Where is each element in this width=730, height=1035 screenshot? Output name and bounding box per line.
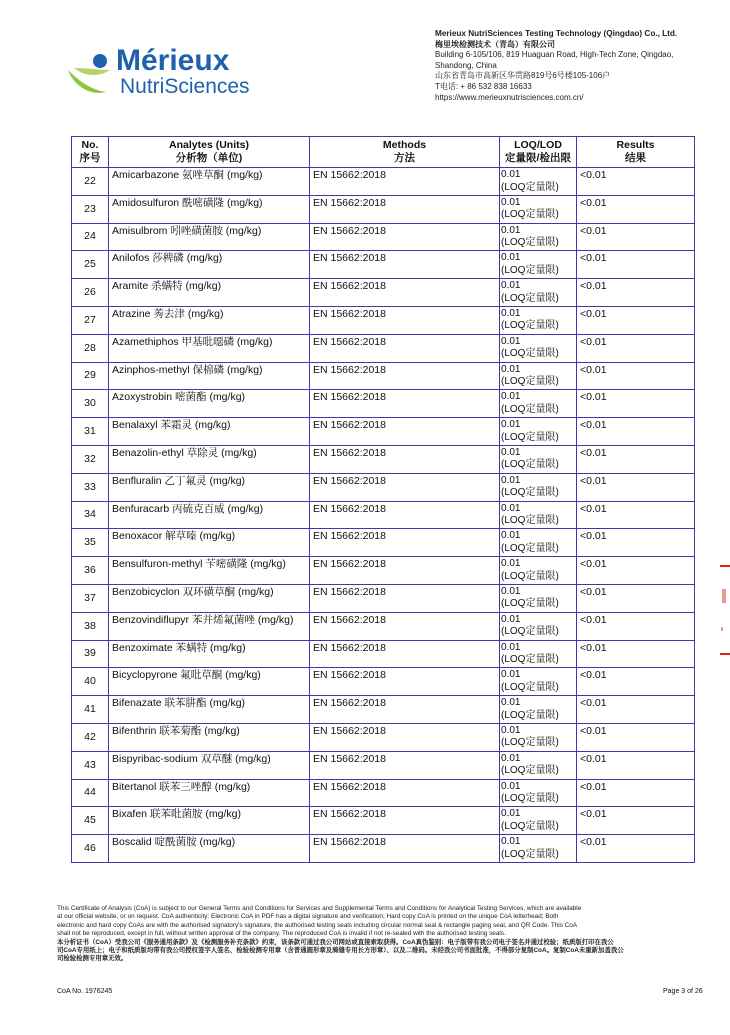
- row-number: 27: [72, 306, 109, 334]
- table-body: [72, 168, 695, 863]
- analyte-cell: Amicarbazone 氨唑草酮 (mg/kg): [109, 168, 310, 196]
- method-cell: EN 15662:2018: [310, 751, 500, 779]
- row-number: 43: [72, 751, 109, 779]
- row-number: 28: [72, 334, 109, 362]
- analyte-cell: Amisulbrom 吲唑磺菌胺 (mg/kg): [109, 223, 310, 251]
- header-result-en: Results: [616, 139, 655, 151]
- terms-cn-line2: 司CoA专用纸上；电子和纸质版均带有我公司授权签字人签名、检验检测专用章（含普通圆形章及骑缝专用长方形章）、以及二维码。未经我公司书面批准，不得部分复制CoA。复制CoA未重新加盖我公: [57, 947, 624, 955]
- row-number: 32: [72, 445, 109, 473]
- analyte-cell: Benoxacor 解草嗪 (mg/kg): [109, 529, 310, 557]
- result-cell: <0.01: [577, 668, 695, 696]
- loq-label: (LOQ定量限): [501, 515, 559, 527]
- header-loq-en: LOQ/LOD: [514, 139, 562, 151]
- loq-value: 0.01: [501, 335, 521, 347]
- company-website[interactable]: https://www.merieuxnutrisciences.com.cn/: [435, 92, 584, 102]
- result-cell: <0.01: [577, 584, 695, 612]
- loq-cell: [500, 306, 577, 334]
- loq-value: 0.01: [501, 530, 521, 542]
- header-analyte-en: Analytes (Units): [169, 139, 249, 151]
- loq-cell: [500, 279, 577, 307]
- loq-value: 0.01: [501, 502, 521, 514]
- loq-label: (LOQ定量限): [501, 209, 559, 221]
- table-row: [72, 723, 695, 751]
- result-cell: <0.01: [577, 445, 695, 473]
- loq-cell: [500, 668, 577, 696]
- company-name-cn: 梅里埃检测技术（青岛）有限公司: [435, 39, 555, 49]
- row-number: 40: [72, 668, 109, 696]
- result-cell: <0.01: [577, 696, 695, 724]
- table-row: [72, 835, 695, 863]
- analyte-cell: Azamethiphos 甲基吡噁磷 (mg/kg): [109, 334, 310, 362]
- loq-label: (LOQ定量限): [501, 848, 559, 860]
- analyte-cell: Benzobicyclon 双环磺草酮 (mg/kg): [109, 584, 310, 612]
- row-number: 31: [72, 418, 109, 446]
- loq-value: 0.01: [501, 585, 521, 597]
- loq-cell: [500, 223, 577, 251]
- result-cell: <0.01: [577, 501, 695, 529]
- loq-value: 0.01: [501, 419, 521, 431]
- result-cell: <0.01: [577, 168, 695, 196]
- loq-value: 0.01: [501, 446, 521, 458]
- result-cell: <0.01: [577, 529, 695, 557]
- loq-label: (LOQ定量限): [501, 459, 559, 471]
- analyte-cell: Benzovindiflupyr 苯并烯氟菌唑 (mg/kg): [109, 612, 310, 640]
- seal-dot-fragment: [721, 627, 723, 631]
- result-cell: <0.01: [577, 612, 695, 640]
- header-method-cn: 方法: [394, 152, 415, 164]
- loq-value: 0.01: [501, 224, 521, 236]
- table-row: [72, 557, 695, 585]
- row-number: 29: [72, 362, 109, 390]
- method-cell: EN 15662:2018: [310, 557, 500, 585]
- table-row: [72, 473, 695, 501]
- row-number: 37: [72, 584, 109, 612]
- loq-value: 0.01: [501, 363, 521, 375]
- coa-number: CoA No. 1976245: [57, 988, 113, 995]
- result-cell: <0.01: [577, 334, 695, 362]
- result-cell: <0.01: [577, 557, 695, 585]
- analyte-cell: Benzoximate 苯螨特 (mg/kg): [109, 640, 310, 668]
- loq-cell: [500, 362, 577, 390]
- result-cell: <0.01: [577, 306, 695, 334]
- company-address-line1: Building 6-105/106, 819 Huaguan Road, High-Tech Zone, Qingdao,: [435, 50, 674, 60]
- header-no-cn: 序号: [79, 152, 101, 164]
- analyte-cell: Bifenthrin 联苯菊酯 (mg/kg): [109, 723, 310, 751]
- analyte-cell: Benfuracarb 丙硫克百威 (mg/kg): [109, 501, 310, 529]
- loq-label: (LOQ定量限): [501, 570, 559, 582]
- method-cell: EN 15662:2018: [310, 168, 500, 196]
- method-cell: EN 15662:2018: [310, 418, 500, 446]
- row-number: 22: [72, 168, 109, 196]
- table-row: [72, 418, 695, 446]
- merieux-logo: [66, 40, 266, 110]
- method-cell: EN 15662:2018: [310, 723, 500, 751]
- loq-label: (LOQ定量限): [501, 487, 559, 499]
- header-loq: [500, 137, 577, 168]
- loq-label: (LOQ定量限): [501, 181, 559, 193]
- loq-value: 0.01: [501, 669, 521, 681]
- table-row: [72, 334, 695, 362]
- analyte-cell: Azoxystrobin 嘧菌酯 (mg/kg): [109, 390, 310, 418]
- analyte-cell: Bitertanol 联苯三唑醇 (mg/kg): [109, 779, 310, 807]
- analyte-cell: Azinphos-methyl 保棉磷 (mg/kg): [109, 362, 310, 390]
- method-cell: EN 15662:2018: [310, 251, 500, 279]
- row-number: 24: [72, 223, 109, 251]
- loq-label: (LOQ定量限): [501, 403, 559, 415]
- loq-label: (LOQ定量限): [501, 793, 559, 805]
- result-cell: <0.01: [577, 390, 695, 418]
- loq-cell: [500, 168, 577, 196]
- loq-value: 0.01: [501, 280, 521, 292]
- header-method: [310, 137, 500, 168]
- loq-cell: [500, 557, 577, 585]
- method-cell: EN 15662:2018: [310, 835, 500, 863]
- method-cell: EN 15662:2018: [310, 445, 500, 473]
- table-row: [72, 529, 695, 557]
- loq-value: 0.01: [501, 474, 521, 486]
- loq-cell: [500, 612, 577, 640]
- loq-cell: [500, 529, 577, 557]
- header-no-en: No.: [81, 139, 99, 151]
- loq-value: 0.01: [501, 196, 521, 208]
- table-row: [72, 779, 695, 807]
- analyte-cell: Bicyclopyrone 氟吡草酮 (mg/kg): [109, 668, 310, 696]
- loq-cell: [500, 334, 577, 362]
- result-cell: <0.01: [577, 779, 695, 807]
- loq-value: 0.01: [501, 307, 521, 319]
- method-cell: EN 15662:2018: [310, 473, 500, 501]
- loq-value: 0.01: [501, 558, 521, 570]
- row-number: 42: [72, 723, 109, 751]
- method-cell: EN 15662:2018: [310, 362, 500, 390]
- seal-fragment-graphic: [718, 565, 730, 660]
- table-row: [72, 306, 695, 334]
- logo-word-merieux: Mérieux: [116, 44, 230, 77]
- loq-cell: [500, 390, 577, 418]
- header-no: [72, 137, 109, 168]
- analyte-cell: Bixafen 联苯吡菌胺 (mg/kg): [109, 807, 310, 835]
- terms-en-line1: This Certificate of Analysis (CoA) is subject to our General Terms and Conditions for Services and Supplemental Terms and Conditions for Analytical Testing Services, which are available: [57, 905, 582, 912]
- header-result: [577, 137, 695, 168]
- method-cell: EN 15662:2018: [310, 306, 500, 334]
- table-row: [72, 696, 695, 724]
- loq-cell: [500, 473, 577, 501]
- loq-cell: [500, 835, 577, 863]
- method-cell: EN 15662:2018: [310, 529, 500, 557]
- analytes-table: [71, 136, 695, 863]
- result-cell: <0.01: [577, 807, 695, 835]
- result-cell: <0.01: [577, 751, 695, 779]
- header-method-en: Methods: [382, 139, 427, 151]
- loq-label: (LOQ定量限): [501, 431, 559, 443]
- header-loq-cn: 定量限/检出限: [505, 152, 571, 164]
- company-name-en: Merieux NutriSciences Testing Technology (Qingdao) Co., Ltd.: [435, 29, 678, 38]
- terms-en-line4: shall not be reproduced, except in full, without written approval of the company. The reproduced CoA is invalid if not re-sealed with the authorised testing seals.: [57, 930, 506, 938]
- loq-cell: [500, 751, 577, 779]
- header-analyte-cn: 分析物（单位): [175, 152, 243, 164]
- row-number: 23: [72, 195, 109, 223]
- loq-cell: [500, 807, 577, 835]
- loq-cell: [500, 445, 577, 473]
- method-cell: EN 15662:2018: [310, 195, 500, 223]
- company-address-cn: 山东省青岛市高新区华贯路819号6号楼105-106户: [435, 71, 611, 81]
- loq-value: 0.01: [501, 780, 521, 792]
- table-row: [72, 584, 695, 612]
- result-cell: <0.01: [577, 723, 695, 751]
- table-row: [72, 279, 695, 307]
- loq-label: (LOQ定量限): [501, 626, 559, 638]
- row-number: 46: [72, 835, 109, 863]
- table-row: [72, 445, 695, 473]
- loq-label: (LOQ定量限): [501, 598, 559, 610]
- table-row: [72, 668, 695, 696]
- table-row: [72, 223, 695, 251]
- loq-cell: [500, 779, 577, 807]
- loq-label: (LOQ定量限): [501, 320, 559, 332]
- method-cell: EN 15662:2018: [310, 668, 500, 696]
- row-number: 33: [72, 473, 109, 501]
- result-cell: <0.01: [577, 362, 695, 390]
- method-cell: EN 15662:2018: [310, 279, 500, 307]
- table-header-row: [72, 137, 695, 168]
- method-cell: EN 15662:2018: [310, 696, 500, 724]
- result-cell: <0.01: [577, 835, 695, 863]
- method-cell: EN 15662:2018: [310, 807, 500, 835]
- table-row: [72, 501, 695, 529]
- company-info: [435, 29, 725, 103]
- loq-label: (LOQ定量限): [501, 765, 559, 777]
- analyte-cell: Aramite 杀螨特 (mg/kg): [109, 279, 310, 307]
- result-cell: <0.01: [577, 418, 695, 446]
- paging-seal-fragment: [718, 565, 730, 660]
- analyte-cell: Bispyribac-sodium 双草醚 (mg/kg): [109, 751, 310, 779]
- analyte-cell: Atrazine 莠去津 (mg/kg): [109, 306, 310, 334]
- seal-top-edge: [720, 565, 730, 567]
- loq-label: (LOQ定量限): [501, 709, 559, 721]
- loq-label: (LOQ定量限): [501, 737, 559, 749]
- row-number: 45: [72, 807, 109, 835]
- row-number: 39: [72, 640, 109, 668]
- loq-cell: [500, 418, 577, 446]
- loq-label: (LOQ定量限): [501, 237, 559, 249]
- method-cell: EN 15662:2018: [310, 779, 500, 807]
- table-row: [72, 251, 695, 279]
- terms-cn-line1: 本分析证书（CoA）受我公司《服务通用条款》及《检测服务补充条款》约束，该条款可通过我公司网站或直接索取获得。CoA真伪鉴别：电子版带有我公司电子签名并通过校验；纸质版打印在我公: [57, 938, 614, 946]
- loq-label: (LOQ定量限): [501, 681, 559, 693]
- loq-label: (LOQ定量限): [501, 264, 559, 276]
- terms-en-line3: electronic and hard copy CoAs are with the authorised signatory's signature, the authorised testing seals including circular normal seal & rectangle paging seal, and QR Code. This CoA: [57, 921, 578, 929]
- analyte-cell: Boscalid 啶酰菌胺 (mg/kg): [109, 835, 310, 863]
- loq-cell: [500, 640, 577, 668]
- result-cell: <0.01: [577, 640, 695, 668]
- result-cell: <0.01: [577, 223, 695, 251]
- method-cell: EN 15662:2018: [310, 223, 500, 251]
- logo-graphic: [66, 40, 266, 110]
- loq-label: (LOQ定量限): [501, 542, 559, 554]
- logo-leaf-light-icon: [74, 68, 110, 75]
- row-number: 30: [72, 390, 109, 418]
- company-address-line2: Shandong, China: [435, 60, 497, 70]
- row-number: 44: [72, 779, 109, 807]
- result-cell: <0.01: [577, 279, 695, 307]
- analyte-cell: Bensulfuron-methyl 苄嘧磺隆 (mg/kg): [109, 557, 310, 585]
- loq-label: (LOQ定量限): [501, 292, 559, 304]
- method-cell: EN 15662:2018: [310, 612, 500, 640]
- loq-label: (LOQ定量限): [501, 654, 559, 666]
- row-number: 41: [72, 696, 109, 724]
- method-cell: EN 15662:2018: [310, 584, 500, 612]
- row-number: 35: [72, 529, 109, 557]
- logo-dot-icon: [93, 54, 107, 68]
- loq-value: 0.01: [501, 697, 521, 709]
- analyte-cell: Benazolin-ethyl 草除灵 (mg/kg): [109, 445, 310, 473]
- terms-notice: [57, 905, 717, 964]
- loq-cell: [500, 723, 577, 751]
- method-cell: EN 15662:2018: [310, 334, 500, 362]
- loq-value: 0.01: [501, 724, 521, 736]
- header-result-cn: 结果: [625, 152, 646, 164]
- logo-word-nutrisciences: NutriSciences: [120, 75, 250, 98]
- row-number: 25: [72, 251, 109, 279]
- loq-value: 0.01: [501, 752, 521, 764]
- table-row: [72, 390, 695, 418]
- result-cell: <0.01: [577, 251, 695, 279]
- analyte-cell: Amidosulfuron 酰嘧磺隆 (mg/kg): [109, 195, 310, 223]
- row-number: 38: [72, 612, 109, 640]
- method-cell: EN 15662:2018: [310, 501, 500, 529]
- result-cell: <0.01: [577, 195, 695, 223]
- loq-value: 0.01: [501, 391, 521, 403]
- seal-bottom-edge: [720, 653, 730, 655]
- table-row: [72, 168, 695, 196]
- table-row: [72, 640, 695, 668]
- loq-value: 0.01: [501, 252, 521, 264]
- loq-cell: [500, 584, 577, 612]
- loq-label: (LOQ定量限): [501, 376, 559, 388]
- loq-cell: [500, 195, 577, 223]
- loq-value: 0.01: [501, 836, 521, 848]
- analyte-cell: Anilofos 莎稗磷 (mg/kg): [109, 251, 310, 279]
- analyte-cell: Benfluralin 乙丁氟灵 (mg/kg): [109, 473, 310, 501]
- table-row: [72, 195, 695, 223]
- seal-character-fragment: [722, 589, 726, 603]
- row-number: 26: [72, 279, 109, 307]
- loq-cell: [500, 696, 577, 724]
- method-cell: EN 15662:2018: [310, 390, 500, 418]
- table-row: [72, 612, 695, 640]
- loq-cell: [500, 251, 577, 279]
- method-cell: EN 15662:2018: [310, 640, 500, 668]
- analyte-cell: Bifenazate 联苯肼酯 (mg/kg): [109, 696, 310, 724]
- row-number: 34: [72, 501, 109, 529]
- company-phone: T电话: + 86 532 838 16633: [435, 81, 532, 91]
- row-number: 36: [72, 557, 109, 585]
- loq-value: 0.01: [501, 808, 521, 820]
- header-analyte: [109, 137, 310, 168]
- terms-en-line2: at our official website, or on request. CoA authenticity: Electronic CoA in PDF has a digital signature and verification; Hard copy CoA is printed on the unique CoA letterhead; Both: [57, 913, 559, 921]
- loq-label: (LOQ定量限): [501, 820, 559, 832]
- loq-label: (LOQ定量限): [501, 348, 559, 360]
- table-row: [72, 751, 695, 779]
- analyte-cell: Benalaxyl 苯霜灵 (mg/kg): [109, 418, 310, 446]
- loq-value: 0.01: [501, 169, 521, 180]
- terms-cn-line3: 司检验检测专用章无效。: [57, 955, 128, 963]
- table-row: [72, 362, 695, 390]
- loq-value: 0.01: [501, 641, 521, 653]
- loq-value: 0.01: [501, 613, 521, 625]
- table-row: [72, 807, 695, 835]
- loq-cell: [500, 501, 577, 529]
- result-cell: <0.01: [577, 473, 695, 501]
- page-number: Page 3 of 26: [663, 988, 703, 995]
